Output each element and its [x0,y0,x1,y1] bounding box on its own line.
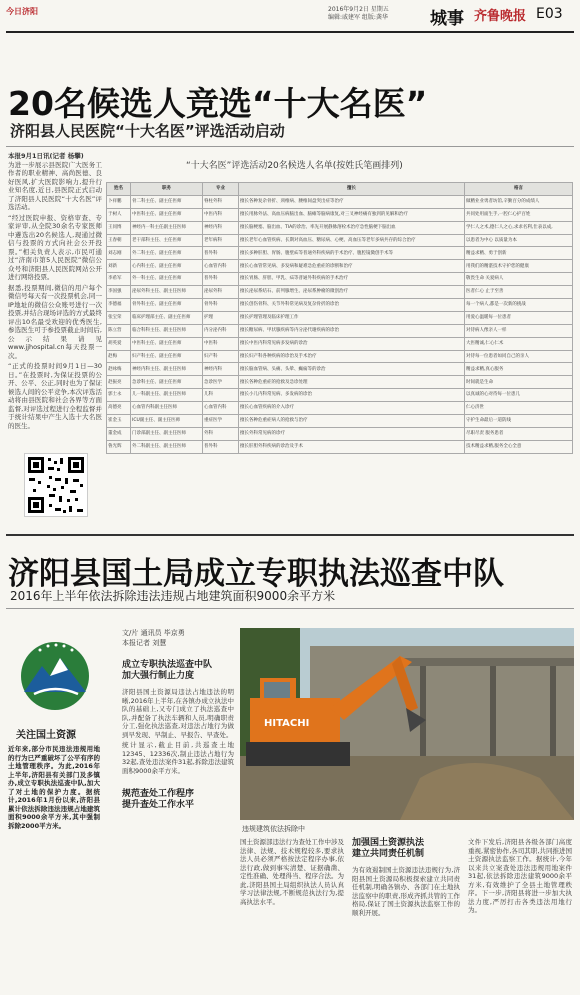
table-cell: 擅长肝胆外科疾病的诊治及手术 [239,440,465,453]
table-cell: 高德亮 [107,402,131,415]
table-cell: 郭士永 [107,389,131,402]
table-cell: 擅长胃肠、肝胆、甲乳、疝等普通外科疾病的手术治疗 [239,273,465,286]
table-cell: 董金成 [107,427,131,440]
table-row [107,389,573,402]
table-cell: 中医内科 [203,208,239,221]
table-cell: 时间就是生命 [465,376,573,389]
table-cell: 擅长心血管常见病、多发病和疑难急危重症的诊断和治疗 [239,260,465,273]
table-cell: 老年病科 [203,234,239,247]
table-cell: 门诊部副主任、副主任医师 [131,427,203,440]
table-cell: 急诊医学 [203,376,239,389]
demolition-photo [240,628,574,820]
logo-caption: 关注国土资源 [16,730,76,741]
table-cell: 胡英爱 [107,337,131,350]
table-cell: 擅长用脉外法、高血压病脑出血、脑瘫等脑病康复,对三叉神经痛有独到的见解和治疗 [239,208,465,221]
table-cell: 妇产科主任、副主任医师 [131,350,203,363]
byline: 本报9月1日讯(记者 杨攀) [8,152,84,160]
table-cell: 擅长小儿内科常见病、多发病的诊治 [239,389,465,402]
table-row [107,221,573,234]
table-row [107,208,573,221]
subhead: 建立共同责任机制 [352,849,425,859]
table-cell: 泌尿外科 [203,286,239,299]
column-header: 格言 [465,183,573,196]
section-tag: 今日济阳 [6,7,38,16]
story1-body [8,152,102,430]
table-cell: 心血管内科副主任医师 [131,402,203,415]
table-cell: 擅长各种危重症的抢救及急诊处理 [239,376,465,389]
table-cell: 刘志刚 [107,247,131,260]
story2-col3 [352,838,460,917]
story2-summary: 近年来,部分市民违法违规用地的行为已严重破坏了公平有序的土地管理秩序。为此,2016年上半年,济阳县有关部门及多镇办,成立专职执法巡查中队,加大了对土地的保护力度。据统计,2016年1月份以来,济阳县累计依法拆除违法违规占地建筑面积9000余平方米,其中强制拆除2000平方米。 [8,745,100,830]
table-cell: 以患者为中心 以质量为本 [465,234,573,247]
table-cell: 以真诚的心对待每一位患儿 [465,389,573,402]
subhead: 成立专职执法巡查中队 [122,660,213,670]
table-cell: 擅长中医内科常见病多发病的诊治 [239,337,465,350]
table-cell: 陈立营 [107,324,131,337]
table-cell: 外科 [203,427,239,440]
table-row [107,195,573,208]
table-cell: 精益求精、勇于创新 [465,247,573,260]
table-row [107,376,573,389]
paragraph: 济阳县国土资源局违法占地违法的明晰,2016年上半年,在各镇办成立执法中队的基础上,又专门成立了执法巡查中队,并配备了执法车辆和人员,明确职责分工,强化执法巡查,对违法占地行为做到早发现、早制止、早报告、早查处。 [122,688,234,739]
table-cell: 心血管内科 [203,260,239,273]
table-cell: 用爱心温暖每一位患者 [465,311,573,324]
table-cell: 神经内科 [203,221,239,234]
table-cell: 尽职尽责 服务患者 [465,427,573,440]
table-cell: 妇产科 [203,350,239,363]
table-cell: 擅长创伤骨科、关节外科常见病及复杂骨折的诊治 [239,299,465,312]
byline: 本报记者 刘慧 [122,639,167,647]
table-cell: 外二科主任、副主任医师 [131,247,203,260]
table-cell: 张宝荣 [107,311,131,324]
section-divider [6,534,574,536]
table-cell: 普外科 [203,273,239,286]
table-cell: 儿一科副主任、副主任医师 [131,389,203,402]
land-resources-logo [10,634,100,724]
table-cell: 卜祥鹏 [107,195,131,208]
subhead: 加大强行制止力度 [122,671,195,681]
table-cell: 敬畏生命 关爱病人 [465,273,573,286]
table-cell: 大医精诚,仁心仁术 [465,337,573,350]
newspaper-logo: 齐鲁晚报 [474,9,527,24]
table-cell: 脊柱外科 [203,195,239,208]
table-cell: 普外科 [203,247,239,260]
table-cell: 心内科主任、副主任医师 [131,260,203,273]
table-cell: 每一个病人,都是一次新的挑战 [465,299,573,312]
table-cell: 做精业业勇者坊馆,辛勤百分的成绩人 [465,195,573,208]
date-line: 2016年9月2日 星期五 [328,6,389,13]
subhead: 提升查处工作水平 [122,800,195,810]
table-cell: 擅长心血管疾病的介入诊疗 [239,402,465,415]
table-cell: 外二科副主任、副主任医师 [131,440,203,453]
table-row [107,427,573,440]
paragraph: 据悉,投票期间,微信的用户每个微信号每天有一次投票机会,同一IP地址的微信公众账号进行一次投票,并结合现场评选的方式最终评出10名最受欢迎的优秀医生,参选医生可于参投票截止时间后,公示结果请见www.jjhospital.cn每天投票一次。 [8,283,102,360]
table-cell: 共同处用面生手,一腔仁心护百姓 [465,208,573,221]
table-cell: 李希军 [107,273,131,286]
table-cell: 儿科 [203,389,239,402]
table-row [107,324,573,337]
table-cell: 守护生命最后一道防线 [465,415,573,428]
section-name: 城事 [430,9,464,29]
subhead: 规范查处工作程序 [122,789,195,799]
table-cell: 心血管内科 [203,402,239,415]
qr-code[interactable] [24,453,88,517]
table-cell: 普外科 [203,440,239,453]
table-row [107,260,573,273]
page-number: E03 [536,6,563,22]
table-cell: 擅长妇产科各种疾病的诊治及手术治疗 [239,350,465,363]
table-cell: 王春朝 [107,234,131,247]
headline-1: 20名候选人竞选“十大名医” [8,84,428,123]
table-cell: 临合科科主任、副主任医师 [131,324,203,337]
table-cell: 中医科 [203,337,239,350]
table-cell: 赵梅 [107,350,131,363]
table-cell: 医者仁心 止于至善 [465,286,573,299]
table-cell: 擅长各种复杂骨折、颈椎病、腰椎间盘突出症等治疗 [239,195,465,208]
story2-col4: 文件下发后,济阳县各级各部门高度重视,紧密协作,各司其职,共同推进国土资源执法监察工作。据统计,今年以来共立案查处违法违规用地案件31起,依法拆除违法建筑9000余平方米,有效维护了全县土地管理秩序。下一步,济阳县将进一步加大执法力度,严厉打击各类违法用地行为。 [468,838,572,914]
table-row [107,299,573,312]
table-cell: 对待每一位患者如同自己的亲人 [465,350,573,363]
paragraph: 统计显示,截止目前,共巡查土地12345、12336次,制止违法占地行为32起,查处违法案件31起,拆除违法建筑面积9000余平方米。 [122,741,234,775]
table-cell: 精益求精,真心服务 [465,363,573,376]
subheadline-1: 济阳县人民医院“十大名医”评选活动启动 [10,122,285,140]
issue-date [328,6,389,22]
table-cell: 擅长脑血管病、头痛、头晕、癫痫等的诊治 [239,363,465,376]
story2-col1 [122,628,234,811]
table-cell: 神经内科主任、副主任医师 [131,363,203,376]
table-row [107,350,573,363]
table-cell: 擅长护理管理及临床护理工作 [239,311,465,324]
table-cell: 刘新 [107,260,131,273]
column-header: 专业 [203,183,239,196]
svg-text:HITACHI: HITACHI [264,718,310,729]
table-cell: 中医科主任、副主任医师 [131,208,203,221]
paragraph: 为有效遏制国土资源违法违规行为,济阳县国土资源局积极探索建立共同责任机制,明确各镇办、各部门在土地执法监察中的职责,形成齐抓共管的工作格局,保证了国土资源执法监察工作的顺利开展。 [352,866,460,917]
table-header-row [107,183,573,196]
header-rule [6,31,574,33]
table-row [107,402,573,415]
editors-line: 编辑:戚建军 组版:龚华 [328,14,388,21]
table-cell: 擅长老年心血管疾病、长期对高血压、糖尿病、心梗、高血压等老年多病共存的综合治疗 [239,234,465,247]
table-cell: ICU副主任、副主任医师 [131,415,203,428]
table-cell: 中医科主任、副主任医师 [131,337,203,350]
table-cell: 鲁光辉 [107,440,131,453]
table-row [107,440,573,453]
table-row [107,311,573,324]
table-cell: 技术精益求精,服务全心全意 [465,440,573,453]
subhead: 加强国土资源执法 [352,838,425,848]
table-row [107,286,573,299]
table-cell: 骨外科主任、副主任医师 [131,299,203,312]
table-cell: 仁心济世 [465,402,573,415]
story2-col2: 国土资源部违法行为查处工作中涉及法律、法规、技术规程较多,要求执法人员必须严格按法定程序办事,依法行政,做到事实清楚、证据确凿、定性准确、处理得当、程序合法。为此,济阳县国土局组织执法人员认真学习法律法规,不断规范执法行为,提高执法水平。 [240,838,344,906]
table-cell: 擅长糖尿病、甲状腺疾病等内分泌代谢疾病的诊治 [239,324,465,337]
table-cell: 神经内一科主任副主任医师 [131,221,203,234]
table-cell: 李国强 [107,286,131,299]
table-cell: 骨二科主任、副主任医师 [131,195,203,208]
column-header: 职务 [131,183,203,196]
table-row [107,273,573,286]
table-row [107,337,573,350]
byline: 文/片 通讯员 毕京勇 [122,629,185,637]
table-title: “十大名医”评选活动20名候选人名单(按姓氏笔画排列) [186,161,403,171]
table-row [107,415,573,428]
table-cell: 于树人 [107,208,131,221]
table-cell: 护理 [203,311,239,324]
table-cell: 赵咏梅 [107,363,131,376]
table-cell: 崔金玉 [107,415,131,428]
table-cell: 急诊科主任、副主任医师 [131,376,203,389]
table-cell: 内分泌内科 [203,324,239,337]
table-cell: 外一科主任、副主任医师 [131,273,203,286]
table-cell: 骨外科 [203,299,239,312]
table-body [107,195,573,453]
table-cell: 泌尿外科主任、副主任医师 [131,286,203,299]
table-cell: 擅长外科常见病的诊疗 [239,427,465,440]
table-cell: 李德福 [107,299,131,312]
table-cell: 用我们的精湛技术守护您的健康 [465,260,573,273]
table-row [107,247,573,260]
paragraph: “正式的投票时间9月1日—30日。”在投票时,为保证投票的公开、公平、公正,同时也为了保证候选人间的公平竞争,本次评选活动将由县医院和社会各界等方面监督,对评选过程进行全程监督并于统计结果中产生入选十大名医的医生。 [8,362,102,430]
column-header: 姓名 [107,183,131,196]
table-row [107,363,573,376]
divider [6,608,574,609]
table-cell: 学仁人之术,德仁人之心,求求名利,仕表以成, [465,221,573,234]
candidate-table [106,182,573,454]
subheadline-2: 2016年上半年依法拆除违法违规占地建筑面积9000余平方米 [10,589,336,603]
table-cell: 重症医学 [203,415,239,428]
photo-caption: 违规建筑依法拆除中 [242,825,305,833]
table-cell: 对待病人像亲人一样 [465,324,573,337]
table-cell: 神经内科 [203,363,239,376]
divider [6,146,574,147]
table-cell: 擅长脑梗塞、脑出血、TIA的诊治、率先开展静脉溶栓术治疗急性脑梗下脑出血 [239,221,465,234]
paragraph: 为进一步展示县医院广大医务工作者的职业精神、高尚医德、良好医风,扩大医院影响力,提升行业知名度,近日,县医院正式启动了济阳县人民医院“十大名医”评选活动。 [8,160,102,211]
table-cell: 老干部科主任、主任医师 [131,234,203,247]
table-cell: 擅长多种肝胆、胃肠、腹壁疝等普通外科疾病的手术治疗、腹腔镜微创手术等 [239,247,465,260]
table-cell: 赵振亮 [107,376,131,389]
table-cell: 擅长各种危重症病人的抢救与治疗 [239,415,465,428]
table-cell: 王同博 [107,221,131,234]
paragraph: “经过医院申报、资格审查、专家评审,从全院30余名专家医师中遴选出20名候选人,现通过微信与投票的方式向社会公开投票。”相关负责人表示,市民可通过“济南市第5人民医院”微信公众号和济阳县人民医院网站公开进行网络投票。 [8,213,102,281]
table-row [107,234,573,247]
table-cell: 擅长泌尿系结石、前列腺增生、泌尿系肿瘤的微创治疗 [239,286,465,299]
table-cell: 临床护理部主任、副主任医师 [131,311,203,324]
headline-2: 济阳县国土局成立专职执法巡查中队 [8,556,504,592]
column-header: 擅长 [239,183,465,196]
